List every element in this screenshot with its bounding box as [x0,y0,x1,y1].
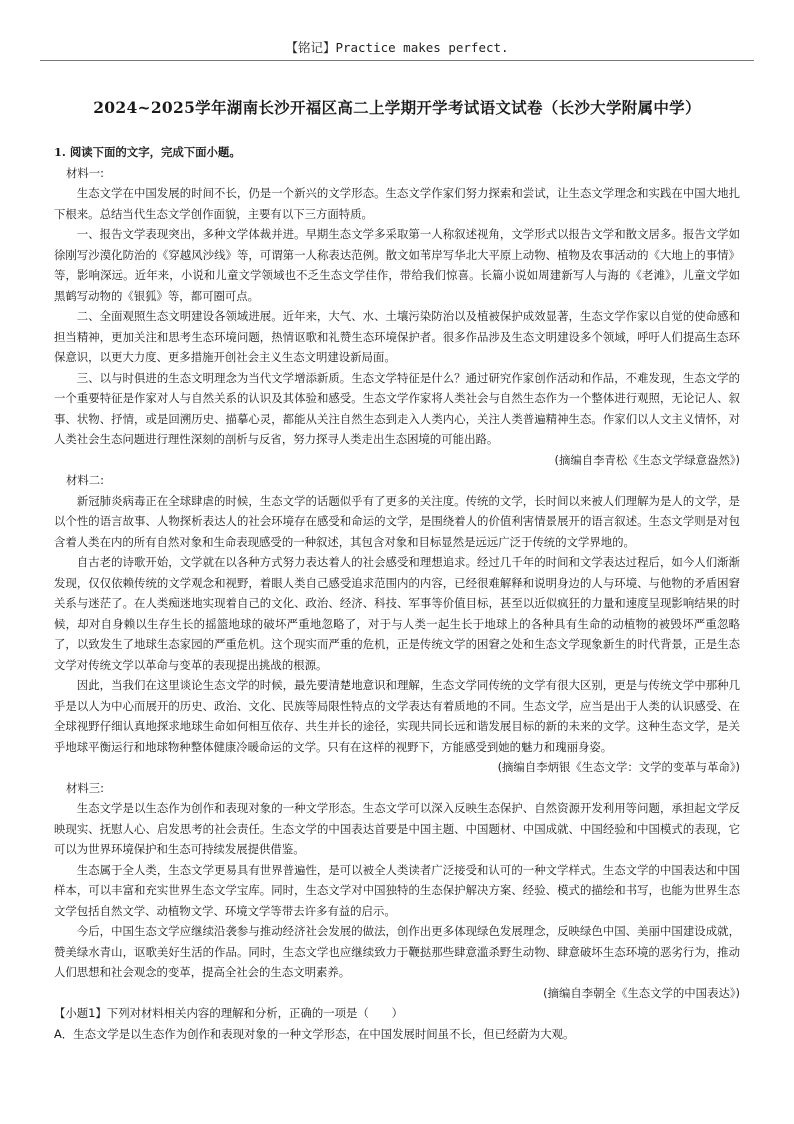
question-title: 1. 阅读下面的文字，完成下面小题。 [54,145,241,159]
material-label: 材料三: [66,780,105,795]
material-paragraph: 生态文学是以生态作为创作和表现对象的一种文学形态。生态文学可以深入反映生态保护、自然资源开发利用等问题，承担起文学反映现实、抚慰人心、启发思考的社会责任。生态文学的中国表达首要是中国主题、中国题材、中国成就、中国经验和中国模式的表现，它可以为世界环境保护和生态可持续发展提供借鉴。 [54,801,740,856]
material-paragraph: 生态文学在中国发展的时间不长，仍是一个新兴的文学形态。生态文学作家们努力探索和尝试，让生态文学理念和实践在中国大地扎下根来。总结当代生态文学创作面貌，主要有以下三方面特质。 [54,186,740,221]
material-source: (摘编自李炳银《生态文学：文学的变革与革命》) [497,760,740,774]
material-label: 材料一: [66,165,105,180]
material-paragraph: 因此，当我们在这里谈论生态文学的时候，最先要清楚地意识和理解，生态文学同传统的文学有很大区别，更是与传统文学中那种几乎是以人为中心而展开的历史、政治、文化、民族等局限性特点的文学表达有着质地的不同。生态文学，应当是出于人类的认识感受、在全球视野仔细认真地探求地球生命如何相互依存、共生并长的途径，实现共同长远和谐发展目标的新的未来的文学。这种生态文学，是关乎地球平衡运行和地球物种整体健康冷暖命运的文学。只有在这样的视野下，方能感受到她的魅力和瑰丽身姿。 [54,678,740,754]
material-source: (摘编自李青松《生态文学绿意盎然》) [554,452,740,467]
answer-option-a[interactable]: A．生态文学是以生态作为创作和表现对象的一种文学形态，在中国发展时间虽不长，但已经蔚为大观。 [54,1026,575,1041]
material-paragraph: 今后，中国生态文学应继续沿袭参与推动经济社会发展的做法，创作出更多体现绿色发展理念，反映绿色中国、美丽中国建设成就，赞美绿水青山，讴歌美好生活的作品。同时，生态文学也应继续致力于鞭挞那些肆意滥杀野生动物、肆意破坏生态环境的恶劣行为，推动人们思想和社会观念的变革，提高全社会的生态文明素养。 [54,924,740,979]
material-3 [54,778,740,1004]
material-2 [54,470,740,778]
material-source: (摘编自李朝全《生态文学的中国表达》) [543,985,740,1000]
sub-question-prompt: 【小题1】下列对材料相关内容的理解和分析，正确的一项是（ ） [54,1006,403,1020]
header-divider [40,60,754,61]
material-paragraph: 自古老的诗歌开始，文学就在以各种方式努力表达着人的社会感受和理想追求。经过几千年的时间和文学表达过程后，如今人们渐渐发现，仅仅依赖传统的文学观念和视野，着眼人类自己感受追求范围内的内容，已经很难解释和说明身边的人与环境、与他物的矛盾困窘关系与迷茫了。在人类痴迷地实现着自己的文化、政治、经济、科技、军事等价值目标，甚至以近似疯狂的力量和速度呈现影响结果的时候，却对自身赖以生存生长的摇篮地球的破坏严重地忽略了，对于与人类一起生长于地球上的各种具有生命的动植物的被毁坏严重忽略了，以致发生了地球生态家园的严重危机。这个现实而严重的危机，正是传统文学的困窘之处和生态文学现象新生的时代背景，正是生态文学对传统文学以革命与变革的表现提出挑战的根源。 [54,555,740,672]
material-1 [54,163,740,471]
document-title: 2024~2025学年湖南长沙开福区高二上学期开学考试语文试卷（长沙大学附属中学） [93,98,701,117]
question-body [54,142,740,1044]
page-header: 【铭记】Practice makes perfect. [285,40,509,55]
material-paragraph: 新冠肺炎病毒正在全球肆虐的时候，生态文学的话题似乎有了更多的关注度。传统的文学，长时间以来被人们理解为是人的文学，是以个性的语言故事、人物探析表达人的社会环境存在感受和命运的文学，是围绕着人的价值利害情景展开的语言叙述。生态文学则是对包含着人类在内的所有自然对象和生命表现感受的一种叙述，其包含对象和目标显然是远远广泛于传统的文学界地的。 [54,493,740,549]
material-paragraph: 一、报告文学表现突出，多种文学体裁并进。早期生态文学多采取第一人称叙述视角，文学形式以报告文学和散文居多。报告文学如徐刚写沙漠化防治的《穿越风沙线》等，可谓第一人称表达范例。散文如苇岸写华北大平原上动物、植物及农事活动的《大地上的事情》等，影响深远。近年来，小说和儿童文学领域也不乏生态文学佳作，带给我们惊喜。长篇小说如周建新写人与海的《老滩》，儿童文学如黑鹤写动物的《银狐》等，都可圈可点。 [54,227,740,303]
material-label: 材料二: [66,473,105,487]
material-paragraph: 二、全面观照生态文明建设各领域进展。近年来，大气、水、土壤污染防治以及植被保护成效显著，生态文学作家以自觉的使命感和担当精神，更加关注和思考生态环境问题，热情讴歌和礼赞生态环境保护者。很多作品涉及生态文明建设多个领域，呼吁人们提高生态环保意识，以更大力度、更多措施开创社会主义生态文明建设新局面。 [54,309,740,364]
material-paragraph: 生态属于全人类，生态文学更易具有世界普遍性，是可以被全人类读者广泛接受和认可的一种文学样式。生态文学的中国表达和中国样本，可以丰富和充实世界生态文学宝库。同时，生态文学对中国独特的生态保护解决方案、经验、模式的描绘和书写，也能为世界生态文学包括自然文学、动植物文学、环境文学等带去许多有益的启示。 [54,862,740,918]
material-paragraph: 三、以与时俱进的生态文明理念为当代文学增添新质。生态文学特征是什么？通过研究作家创作活动和作品，不难发现，生态文学的一个重要特征是作家对人与自然关系的认识及其体验和感受。生态文学作家将人类社会与自然生态作为一个整体进行观照，无论记人、叙事、状物、抒情，或是回溯历史、描摹心灵，都能从关注自然生态到走入人类内心，关注人类普遍精神生态。作家们以人文主义情怀，对人类社会生态问题进行理性深刻的剖析与反省，努力探寻人类走出生态困境的可能出路。 [54,370,740,446]
